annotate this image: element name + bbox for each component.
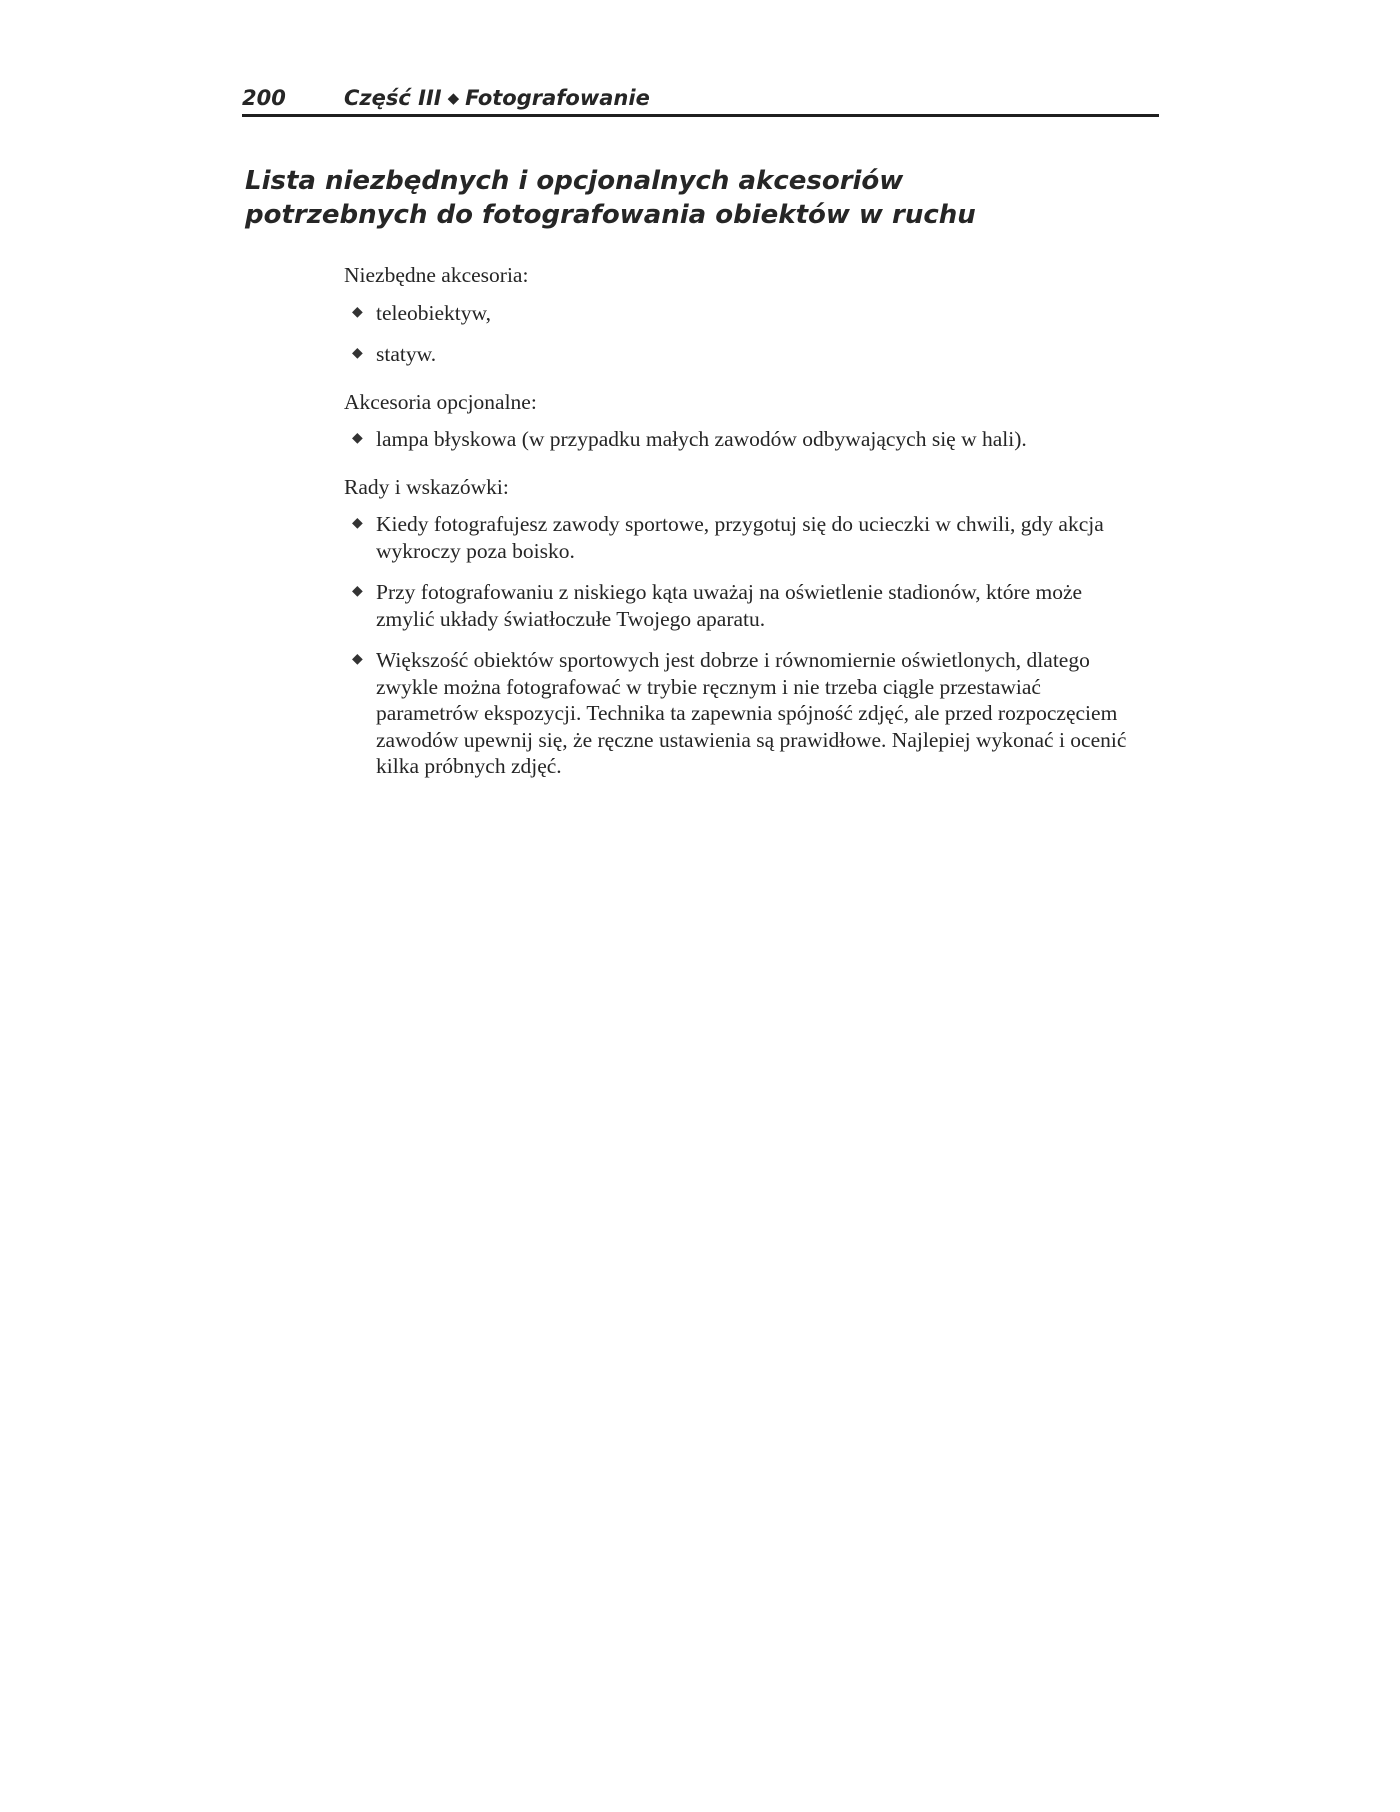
list-item	[344, 511, 1144, 564]
essential-accessories-list	[344, 300, 1144, 368]
list-item	[344, 579, 1144, 632]
section-heading-line-1: Lista niezbędnych i opcjonalnych akcesoriów	[245, 166, 904, 196]
list-item	[344, 341, 1144, 368]
diamond-bullet-icon: ◆	[352, 431, 363, 446]
tips-list	[344, 511, 1144, 780]
diamond-bullet-icon: ◆	[352, 516, 363, 531]
tips-label: Rady i wskazówki:	[344, 474, 509, 499]
diamond-bullet-icon: ◆	[352, 652, 363, 667]
diamond-bullet-icon: ◆	[352, 584, 363, 599]
diamond-bullet-icon: ◆	[352, 304, 363, 320]
optional-accessories-label: Akcesoria opcjonalne:	[344, 389, 537, 414]
list-item	[344, 300, 1144, 327]
list-item-text: Przy fotografowaniu z niskiego kąta uważaj na oświetlenie stadionów, które może zmylić układy światłoczułe Twojego aparatu.	[376, 580, 1083, 631]
list-item	[344, 647, 1144, 780]
page-number: 200	[242, 86, 286, 110]
diamond-bullet-icon: ◆	[352, 346, 363, 361]
chapter-label: Fotografowanie	[465, 86, 650, 110]
section-heading	[245, 164, 1145, 232]
part-chapter-title	[344, 86, 650, 110]
optional-accessories-list	[344, 426, 1144, 453]
running-header	[242, 84, 1159, 117]
diamond-separator-icon: ◆	[447, 89, 460, 107]
list-item	[344, 426, 1144, 453]
essential-accessories-label: Niezbędne akcesoria:	[344, 263, 529, 287]
list-item-text: Kiedy fotografujesz zawody sportowe, przygotuj się do ucieczki w chwili, gdy akcja wykroczy poza boisko.	[376, 512, 1104, 563]
list-item-text: lampa błyskowa (w przypadku małych zawodów odbywających się w hali).	[376, 427, 1027, 451]
list-item-text: statyw.	[376, 342, 437, 366]
section-body	[344, 262, 1144, 795]
list-item-text: Większość obiektów sportowych jest dobrze i równomiernie oświetlonych, dlatego zwykle można fotografować w trybie ręcznym i nie trzeba ciągle przestawiać parametrów ekspozycji. Technika ta zapewnia spójność zdjęć, ale przed rozpoczęciem zawodów upewnij się, że ręczne ustawienia są prawidłowe. Najlepiej wykonać i ocenić kilka próbnych zdjęć.	[376, 648, 1127, 778]
part-label: Część III	[344, 86, 442, 110]
section-heading-line-2: potrzebnych do fotografowania obiektów w ruchu	[245, 200, 976, 230]
list-item-text: teleobiektyw,	[376, 300, 492, 325]
